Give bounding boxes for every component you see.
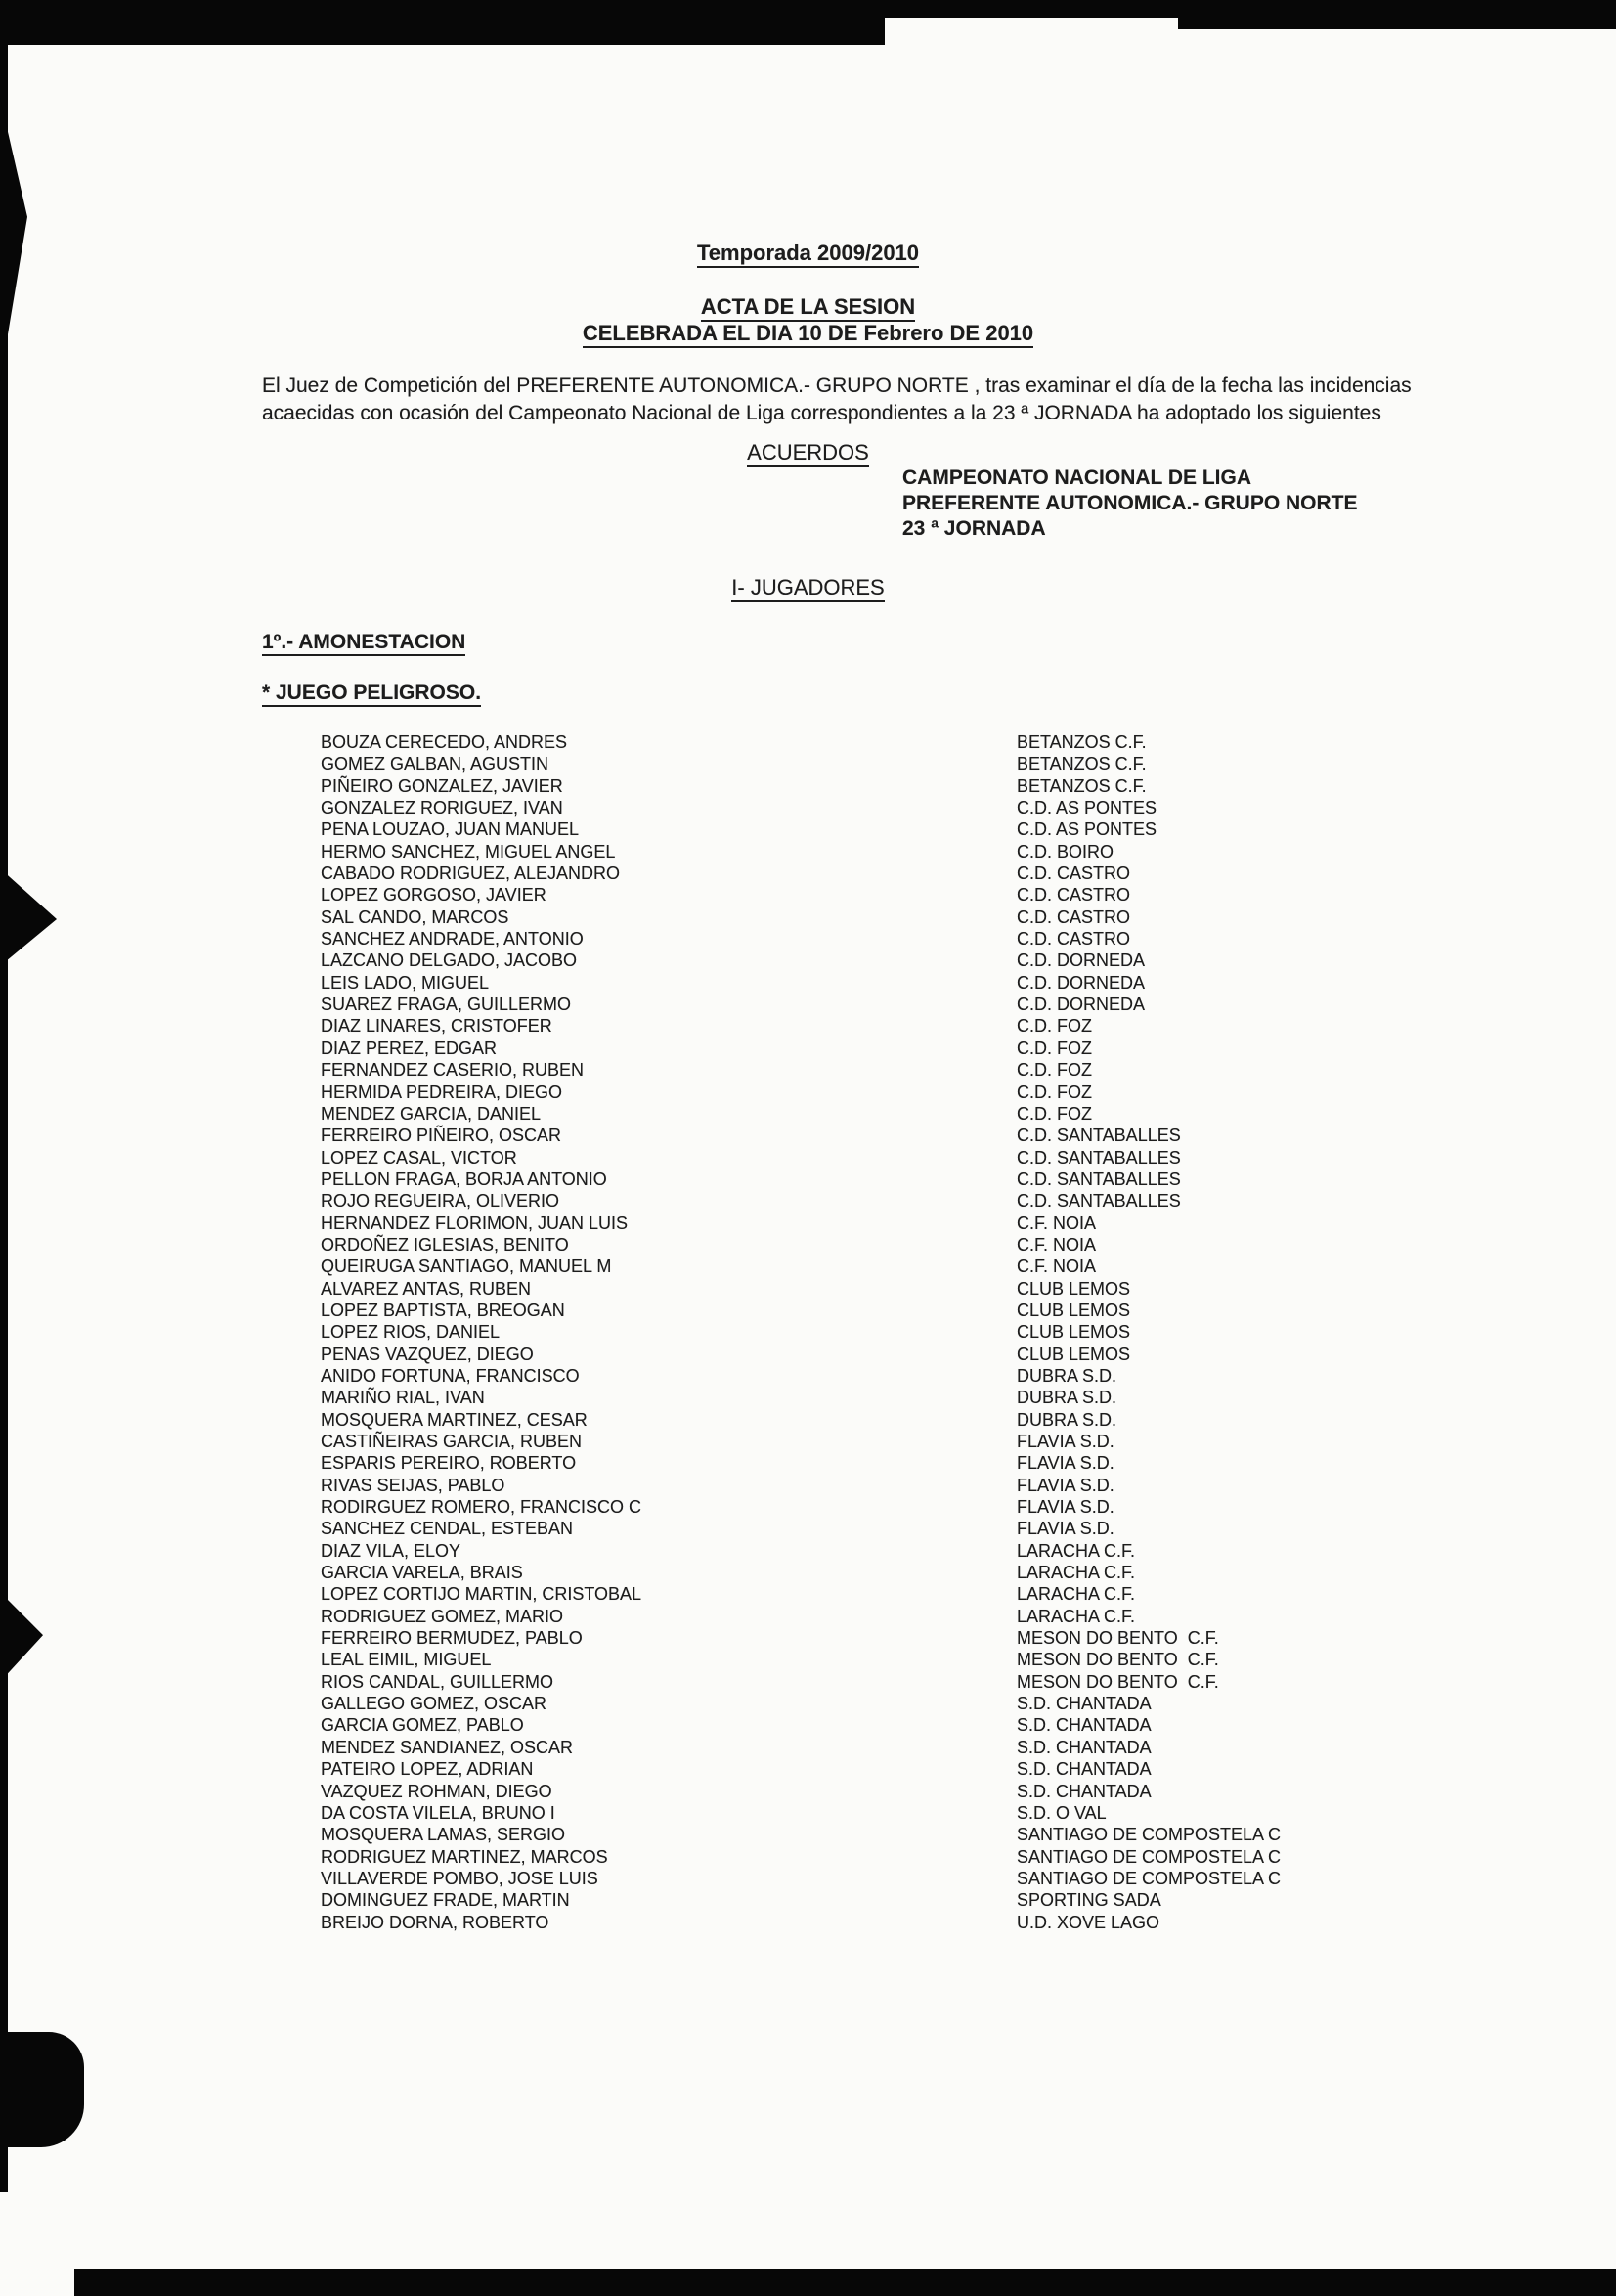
player-name: QUEIRUGA SANTIAGO, MANUEL M bbox=[321, 1257, 612, 1277]
club-name: FLAVIA S.D. bbox=[1017, 1475, 1114, 1495]
sanction-row bbox=[0, 1649, 1616, 1670]
intro-paragraph-line2: acaecidas con ocasión del Campeonato Nacional de Liga correspondientes a la 23 ª JORNADA ha adoptado los siguientes bbox=[262, 402, 1381, 424]
club-name: FLAVIA S.D. bbox=[1017, 1519, 1114, 1539]
club-name: SPORTING SADA bbox=[1017, 1890, 1161, 1911]
player-name: HERNANDEZ FLORIMON, JUAN LUIS bbox=[321, 1213, 629, 1233]
player-name: HERMIDA PEDREIRA, DIEGO bbox=[321, 1082, 563, 1102]
player-name: MARIÑO RIAL, IVAN bbox=[321, 1388, 485, 1408]
club-name: MESON DO BENTO C.F. bbox=[1017, 1628, 1219, 1649]
sanction-row bbox=[0, 1431, 1616, 1452]
sanction-row bbox=[0, 1103, 1616, 1125]
player-name: LOPEZ BAPTISTA, BREOGAN bbox=[321, 1300, 565, 1320]
club-name: C.F. NOIA bbox=[1017, 1257, 1097, 1277]
club-name: U.D. XOVE LAGO bbox=[1017, 1912, 1160, 1932]
club-name: LARACHA C.F. bbox=[1017, 1540, 1136, 1561]
player-name: PELLON FRAGA, BORJA ANTONIO bbox=[321, 1169, 607, 1189]
sanction-row bbox=[0, 1627, 1616, 1649]
player-name: SANCHEZ ANDRADE, ANTONIO bbox=[321, 929, 584, 949]
sanction-row bbox=[0, 1125, 1616, 1146]
sanction-row bbox=[0, 1256, 1616, 1277]
sanction-row bbox=[0, 1475, 1616, 1496]
club-name: C.D. DORNEDA bbox=[1017, 972, 1146, 993]
player-name: PATEIRO LOPEZ, ADRIAN bbox=[321, 1759, 534, 1780]
club-name: MESON DO BENTO C.F. bbox=[1017, 1671, 1219, 1692]
club-name: LARACHA C.F. bbox=[1017, 1563, 1136, 1583]
player-name: RODRIGUEZ MARTINEZ, MARCOS bbox=[321, 1846, 608, 1867]
club-name: C.D. CASTRO bbox=[1017, 929, 1131, 949]
club-name: C.D. CASTRO bbox=[1017, 885, 1131, 905]
club-name: DUBRA S.D. bbox=[1017, 1409, 1117, 1430]
acuerdos-heading: ACUERDOS bbox=[0, 440, 1616, 465]
sanction-row bbox=[0, 1802, 1616, 1824]
sanction-row bbox=[0, 1082, 1616, 1103]
sanction-row bbox=[0, 1278, 1616, 1300]
sanction-row bbox=[0, 1714, 1616, 1736]
sanction-row bbox=[0, 1452, 1616, 1474]
club-name: C.F. NOIA bbox=[1017, 1234, 1097, 1255]
club-name: CLUB LEMOS bbox=[1017, 1322, 1131, 1343]
club-name: C.D. CASTRO bbox=[1017, 906, 1131, 927]
club-name: C.D. DORNEDA bbox=[1017, 994, 1146, 1015]
club-name: SANTIAGO DE COMPOSTELA C bbox=[1017, 1825, 1282, 1845]
player-name: HERMO SANCHEZ, MIGUEL ANGEL bbox=[321, 841, 616, 861]
club-name: C.D. AS PONTES bbox=[1017, 819, 1157, 840]
sanction-row bbox=[0, 1300, 1616, 1321]
player-name: DOMINGUEZ FRADE, MARTIN bbox=[321, 1890, 570, 1911]
club-name: C.D. FOZ bbox=[1017, 1038, 1092, 1058]
sanction-row bbox=[0, 841, 1616, 862]
sanction-row bbox=[0, 1758, 1616, 1780]
club-name: CLUB LEMOS bbox=[1017, 1344, 1131, 1364]
championship-line1: CAMPEONATO NACIONAL DE LIGA bbox=[902, 466, 1252, 489]
club-name: FLAVIA S.D. bbox=[1017, 1453, 1114, 1474]
player-name: PENA LOUZAO, JUAN MANUEL bbox=[321, 819, 580, 840]
scan-artifact-blob bbox=[0, 2032, 84, 2147]
amonestacion-heading: 1º.- AMONESTACION bbox=[262, 631, 465, 654]
sanction-row bbox=[0, 1190, 1616, 1212]
sanction-row bbox=[0, 1889, 1616, 1911]
player-name: GONZALEZ RORIGUEZ, IVAN bbox=[321, 798, 563, 818]
player-name: LOPEZ GORGOSO, JAVIER bbox=[321, 885, 546, 905]
club-name: S.D. CHANTADA bbox=[1017, 1781, 1152, 1801]
player-name: DIAZ VILA, ELOY bbox=[321, 1540, 461, 1561]
club-name: FLAVIA S.D. bbox=[1017, 1432, 1114, 1451]
intro-paragraph-line1: El Juez de Competición del PREFERENTE AUTONOMICA.- GRUPO NORTE , tras examinar el día de la fecha las incidencias bbox=[262, 375, 1412, 397]
club-name: BETANZOS C.F. bbox=[1017, 754, 1147, 774]
player-name: RIVAS SEIJAS, PABLO bbox=[321, 1475, 505, 1495]
club-name: C.F. NOIA bbox=[1017, 1213, 1097, 1233]
player-name: VILLAVERDE POMBO, JOSE LUIS bbox=[321, 1868, 598, 1888]
sanction-row bbox=[0, 1518, 1616, 1539]
club-name: C.D. DORNEDA bbox=[1017, 950, 1146, 971]
club-name: S.D. CHANTADA bbox=[1017, 1715, 1152, 1736]
championship-line2: PREFERENTE AUTONOMICA.- GRUPO NORTE bbox=[902, 492, 1358, 514]
player-name: FERREIRO BERMUDEZ, PABLO bbox=[321, 1628, 583, 1649]
player-name: GOMEZ GALBAN, AGUSTIN bbox=[321, 754, 549, 774]
player-name: ROJO REGUEIRA, OLIVERIO bbox=[321, 1191, 560, 1212]
sanction-list bbox=[0, 731, 1616, 1933]
player-name: ORDOÑEZ IGLESIAS, BENITO bbox=[321, 1234, 569, 1255]
sanction-row bbox=[0, 1234, 1616, 1256]
club-name: S.D. CHANTADA bbox=[1017, 1759, 1152, 1780]
sanction-row bbox=[0, 1365, 1616, 1387]
club-name: C.D. SANTABALLES bbox=[1017, 1147, 1181, 1168]
club-name: BETANZOS C.F. bbox=[1017, 732, 1147, 752]
sanction-row bbox=[0, 1038, 1616, 1059]
season-title: Temporada 2009/2010 bbox=[0, 241, 1616, 266]
player-name: GARCIA GOMEZ, PABLO bbox=[321, 1715, 524, 1736]
sanction-row bbox=[0, 797, 1616, 818]
club-name: LARACHA C.F. bbox=[1017, 1606, 1136, 1626]
sanction-row bbox=[0, 1868, 1616, 1889]
sanction-row bbox=[0, 1344, 1616, 1365]
sanction-row bbox=[0, 1059, 1616, 1081]
player-name: PIÑEIRO GONZALEZ, JAVIER bbox=[321, 775, 563, 796]
player-name: LOPEZ CORTIJO MARTIN, CRISTOBAL bbox=[321, 1584, 642, 1605]
club-name: S.D. CHANTADA bbox=[1017, 1737, 1152, 1757]
scan-bottom-bar bbox=[74, 2269, 1616, 2296]
club-name: C.D. SANTABALLES bbox=[1017, 1126, 1181, 1146]
sanction-row bbox=[0, 928, 1616, 949]
sanction-row bbox=[0, 1387, 1616, 1408]
club-name: C.D. FOZ bbox=[1017, 1103, 1092, 1124]
club-name: C.D. FOZ bbox=[1017, 1016, 1092, 1037]
juego-peligroso-heading: * JUEGO PELIGROSO. bbox=[262, 682, 481, 705]
player-name: CABADO RODRIGUEZ, ALEJANDRO bbox=[321, 863, 621, 884]
player-name: MOSQUERA MARTINEZ, CESAR bbox=[321, 1409, 588, 1430]
player-name: SAL CANDO, MARCOS bbox=[321, 906, 509, 927]
player-name: PENAS VAZQUEZ, DIEGO bbox=[321, 1344, 534, 1364]
club-name: C.D. SANTABALLES bbox=[1017, 1191, 1181, 1212]
club-name: SANTIAGO DE COMPOSTELA C bbox=[1017, 1868, 1282, 1888]
player-name: DA COSTA VILELA, BRUNO I bbox=[321, 1802, 555, 1823]
club-name: MESON DO BENTO C.F. bbox=[1017, 1650, 1219, 1670]
player-name: RODIRGUEZ ROMERO, FRANCISCO C bbox=[321, 1497, 642, 1518]
club-name: C.D. AS PONTES bbox=[1017, 798, 1157, 818]
sanction-row bbox=[0, 1496, 1616, 1518]
session-title-line1: ACTA DE LA SESION bbox=[0, 294, 1616, 320]
club-name: BETANZOS C.F. bbox=[1017, 775, 1147, 796]
jugadores-heading: I- JUGADORES bbox=[0, 575, 1616, 600]
club-name: C.D. FOZ bbox=[1017, 1060, 1092, 1081]
player-name: BREIJO DORNA, ROBERTO bbox=[321, 1912, 549, 1932]
club-name: FLAVIA S.D. bbox=[1017, 1497, 1114, 1518]
club-name: SANTIAGO DE COMPOSTELA C bbox=[1017, 1846, 1282, 1867]
sanction-row bbox=[0, 1693, 1616, 1714]
player-name: MENDEZ SANDIANEZ, OSCAR bbox=[321, 1737, 574, 1757]
player-name: RODRIGUEZ GOMEZ, MARIO bbox=[321, 1606, 564, 1626]
player-name: SANCHEZ CENDAL, ESTEBAN bbox=[321, 1519, 574, 1539]
sanction-row bbox=[0, 1169, 1616, 1190]
player-name: MOSQUERA LAMAS, SERGIO bbox=[321, 1825, 566, 1845]
player-name: GALLEGO GOMEZ, OSCAR bbox=[321, 1694, 547, 1714]
player-name: LOPEZ CASAL, VICTOR bbox=[321, 1147, 517, 1168]
player-name: BOUZA CERECEDO, ANDRES bbox=[321, 732, 568, 752]
sanction-row bbox=[0, 906, 1616, 928]
player-name: DIAZ PEREZ, EDGAR bbox=[321, 1038, 498, 1058]
club-name: DUBRA S.D. bbox=[1017, 1388, 1117, 1408]
sanction-row bbox=[0, 993, 1616, 1015]
club-name: C.D. BOIRO bbox=[1017, 841, 1114, 861]
club-name: LARACHA C.F. bbox=[1017, 1584, 1136, 1605]
sanction-row bbox=[0, 1781, 1616, 1802]
player-name: ESPARIS PEREIRO, ROBERTO bbox=[321, 1453, 577, 1474]
player-name: VAZQUEZ ROHMAN, DIEGO bbox=[321, 1781, 552, 1801]
sanction-row bbox=[0, 1409, 1616, 1431]
sanction-row bbox=[0, 1213, 1616, 1234]
player-name: SUAREZ FRAGA, GUILLERMO bbox=[321, 994, 572, 1015]
club-name: DUBRA S.D. bbox=[1017, 1365, 1117, 1386]
player-name: FERNANDEZ CASERIO, RUBEN bbox=[321, 1060, 585, 1081]
sanction-row bbox=[0, 818, 1616, 840]
sanction-row bbox=[0, 1824, 1616, 1845]
player-name: LEAL EIMIL, MIGUEL bbox=[321, 1650, 492, 1670]
sanction-row bbox=[0, 1606, 1616, 1627]
player-name: FERREIRO PIÑEIRO, OSCAR bbox=[321, 1126, 562, 1146]
sanction-row bbox=[0, 1015, 1616, 1037]
sanction-row bbox=[0, 753, 1616, 774]
player-name: LAZCANO DELGADO, JACOBO bbox=[321, 950, 578, 971]
player-name: LOPEZ RIOS, DANIEL bbox=[321, 1322, 501, 1343]
player-name: RIOS CANDAL, GUILLERMO bbox=[321, 1671, 554, 1692]
scan-top-bar-left bbox=[0, 0, 885, 45]
sanction-row bbox=[0, 731, 1616, 753]
club-name: CLUB LEMOS bbox=[1017, 1278, 1131, 1299]
sanction-row bbox=[0, 972, 1616, 993]
club-name: S.D. O VAL bbox=[1017, 1802, 1107, 1823]
club-name: S.D. CHANTADA bbox=[1017, 1694, 1152, 1714]
scan-top-bar-right bbox=[1178, 0, 1616, 29]
sanction-row bbox=[0, 1737, 1616, 1758]
player-name: CASTIÑEIRAS GARCIA, RUBEN bbox=[321, 1432, 583, 1451]
sanction-row bbox=[0, 1562, 1616, 1583]
sanction-row bbox=[0, 1540, 1616, 1562]
sanction-row bbox=[0, 862, 1616, 884]
player-name: GARCIA VARELA, BRAIS bbox=[321, 1563, 523, 1583]
championship-line3: 23 ª JORNADA bbox=[902, 517, 1046, 540]
sanction-row bbox=[0, 949, 1616, 971]
sanction-row bbox=[0, 884, 1616, 905]
sanction-row bbox=[0, 1846, 1616, 1868]
sanction-row bbox=[0, 1321, 1616, 1343]
club-name: C.D. CASTRO bbox=[1017, 863, 1131, 884]
sanction-row bbox=[0, 1147, 1616, 1169]
player-name: ALVAREZ ANTAS, RUBEN bbox=[321, 1278, 532, 1299]
session-title-line2: CELEBRADA EL DIA 10 DE Febrero DE 2010 bbox=[0, 321, 1616, 346]
sanction-row bbox=[0, 1912, 1616, 1933]
club-name: C.D. SANTABALLES bbox=[1017, 1169, 1181, 1189]
player-name: MENDEZ GARCIA, DANIEL bbox=[321, 1103, 542, 1124]
club-name: C.D. FOZ bbox=[1017, 1082, 1092, 1102]
sanction-row bbox=[0, 775, 1616, 797]
sanction-row bbox=[0, 1583, 1616, 1605]
club-name: CLUB LEMOS bbox=[1017, 1300, 1131, 1320]
player-name: DIAZ LINARES, CRISTOFER bbox=[321, 1016, 552, 1037]
sanction-row bbox=[0, 1671, 1616, 1693]
player-name: LEIS LADO, MIGUEL bbox=[321, 972, 490, 993]
player-name: ANIDO FORTUNA, FRANCISCO bbox=[321, 1365, 580, 1386]
